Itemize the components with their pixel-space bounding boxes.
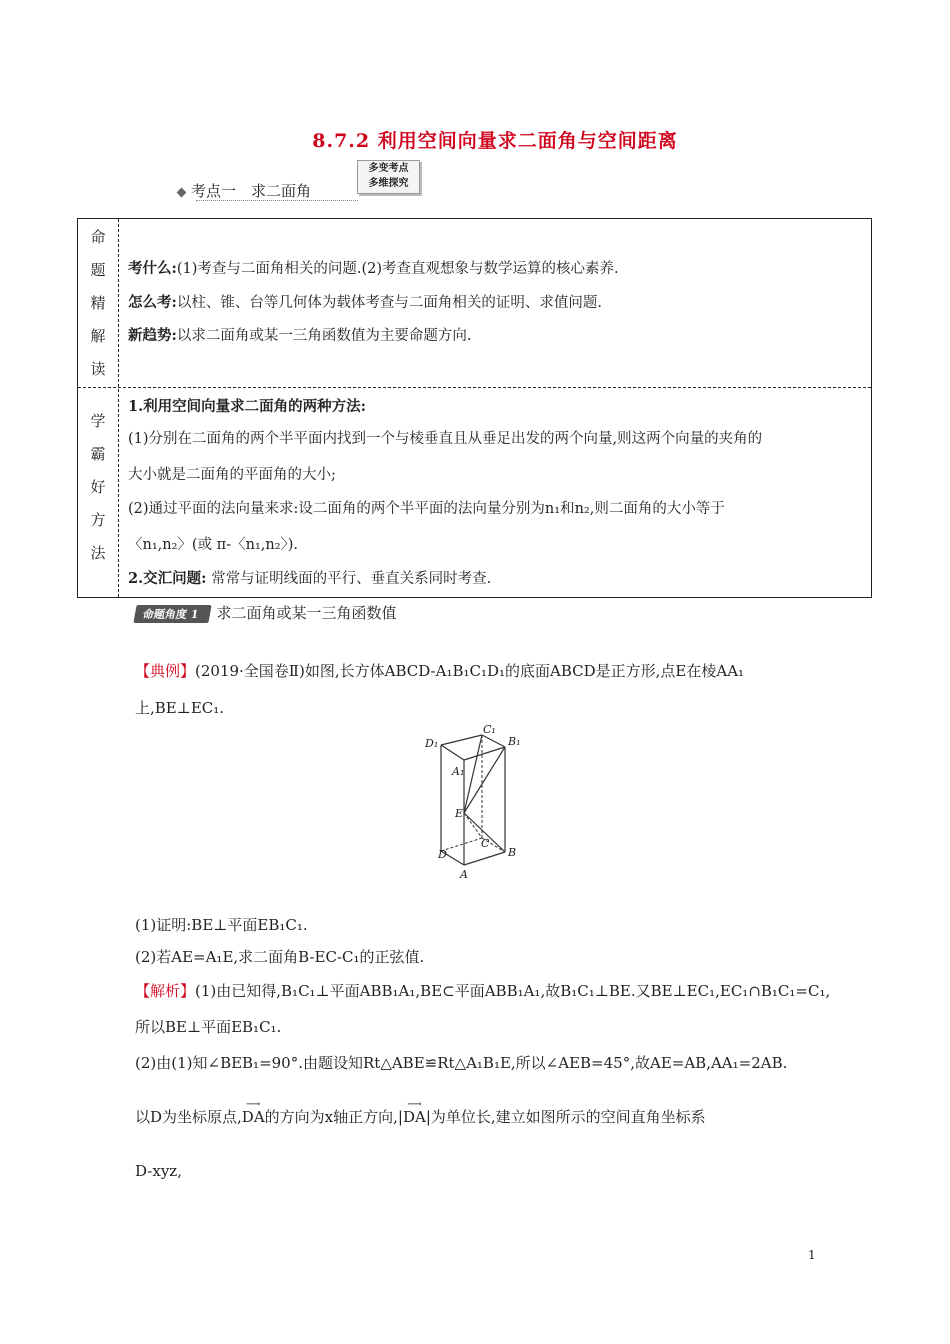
row-divider — [78, 387, 871, 388]
label-A: A — [460, 868, 468, 880]
row1-label — [78, 221, 118, 386]
kaodian-label: 考点一 求二面角 — [191, 182, 312, 200]
method-p4: 〈n₁,n₂〉(或 π-〈n₁,n₂〉). — [128, 537, 299, 553]
method-heading: 1.利用空间向量求二面角的两种方法: — [128, 398, 366, 415]
label-char: 命 — [90, 228, 106, 246]
question-1: (1)证明:BE⊥平面EB₁C₁. — [135, 916, 308, 934]
diamond-icon — [177, 187, 187, 197]
cross-topic: 2.交汇问题: 常常与证明线面的平行、垂直关系同时考查. — [128, 570, 492, 587]
method-p2: 大小就是二面角的平面角的大小; — [128, 467, 336, 483]
kaodian-heading — [178, 180, 311, 201]
solution-line2: 所以BE⊥平面EB₁C₁. — [135, 1018, 282, 1036]
label-char: 题 — [90, 261, 106, 279]
label-char: 好 — [90, 478, 106, 496]
angle-heading — [135, 602, 397, 623]
label-char: 霸 — [90, 445, 106, 463]
vector-DA: ⟶ DA — [402, 1099, 426, 1126]
column-divider — [118, 219, 119, 597]
page-number: 1 — [808, 1248, 816, 1262]
vector-arrow-icon: ⟶ — [407, 1099, 422, 1110]
page-title: 8.7.2 利用空间向量求二面角与空间距离 — [312, 130, 678, 152]
row2-label — [78, 405, 118, 570]
row1-item-how: 怎么考:以柱、锥、台等几何体为载体考查与二面角相关的证明、求值问题. — [128, 294, 602, 311]
prism-figure — [420, 725, 530, 880]
method-p3: (2)通过平面的法向量来求:设二面角的两个半平面的法向量分别为n₁和n₂,则二面角的大小等于 — [128, 501, 725, 517]
label-D: D — [438, 848, 447, 861]
label-char: 法 — [90, 544, 106, 562]
label-E: E — [455, 807, 464, 820]
label-D1: D₁ — [425, 737, 439, 750]
dotted-underline — [196, 200, 358, 201]
solution-line1: 【解析】(1)由已知得,B₁C₁⊥平面ABB₁A₁,BE⊂平面ABB₁A₁,故B₁C₁⊥BE.又BE⊥EC₁,EC₁∩B₁C₁=C₁, — [135, 982, 831, 1000]
vector-DA: ⟶ DA — [241, 1099, 265, 1126]
label-A1: A₁ — [452, 765, 465, 778]
badge — [357, 160, 420, 194]
label-char: 精 — [90, 294, 106, 312]
label-char: 学 — [90, 412, 106, 430]
label-B: B — [508, 846, 517, 859]
angle-tag: 命题角度 1 — [133, 605, 212, 623]
solution-line4: 以D为坐标原点, ⟶ DA的方向为x轴正方向,| ⟶ DA|为单位长,建立如图所示的空间直角坐标系 — [135, 1099, 706, 1126]
label-char: 解 — [90, 327, 106, 345]
solution-line3: (2)由(1)知∠BEB₁=90°.由题设知Rt△ABE≌Rt△A₁B₁E,所以∠AEB=45°,故AE=AB,AA₁=2AB. — [135, 1054, 788, 1072]
label-char: 读 — [90, 360, 106, 378]
row1-item-what: 考什么:(1)考查与二面角相关的问题.(2)考查直观想象与数学运算的核心素养. — [128, 260, 619, 277]
label-C1: C₁ — [483, 725, 496, 736]
label-C: C — [481, 837, 490, 850]
question-2: (2)若AE=A₁E,求二面角B-EC-C₁的正弦值. — [135, 948, 425, 966]
vector-arrow-icon: ⟶ — [246, 1099, 261, 1110]
example-line2: 上,BE⊥EC₁. — [135, 699, 225, 717]
method-p1: (1)分别在二面角的两个半平面内找到一个与棱垂直且从垂足出发的两个向量,则这两个向量的夹角的 — [128, 431, 763, 447]
solution-line5: D-xyz, — [135, 1162, 182, 1180]
label-B1: B₁ — [508, 735, 521, 748]
badge-line1: 多变考点 — [368, 163, 409, 174]
example-line1: 【典例】(2019·全国卷Ⅱ)如图,长方体ABCD-A₁B₁C₁D₁的底面ABCD是正方形,点E在棱AA₁ — [135, 662, 745, 680]
label-char: 方 — [90, 511, 106, 529]
info-table — [77, 218, 872, 598]
row1-item-trend: 新趋势:以求二面角或某一三角函数值为主要命题方向. — [128, 327, 472, 344]
badge-line2: 多维探究 — [368, 178, 409, 189]
angle-text: 求二面角或某一三角函数值 — [216, 604, 397, 622]
